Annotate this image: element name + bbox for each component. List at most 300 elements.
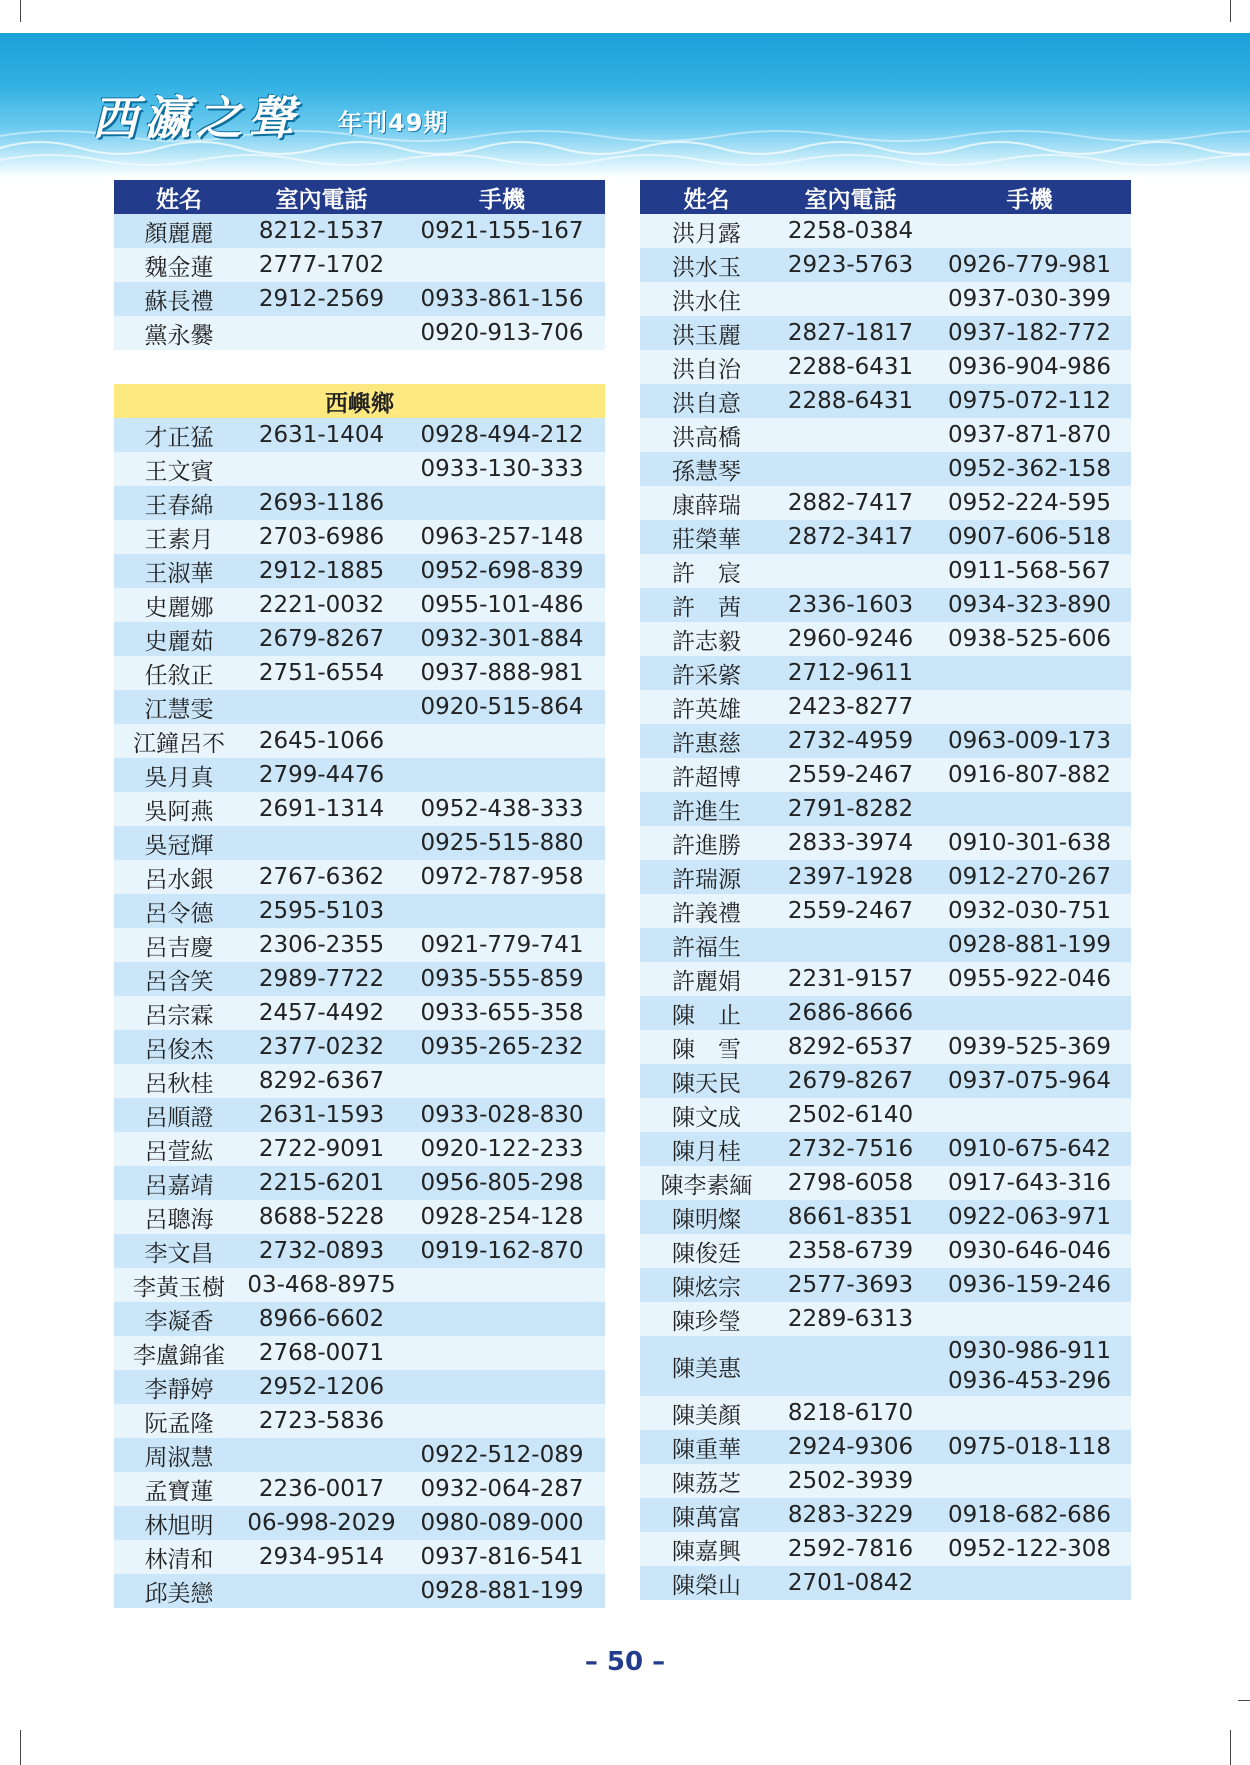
contact-name: 王素月 bbox=[114, 520, 244, 554]
home-phone bbox=[244, 1438, 399, 1472]
table-row bbox=[114, 1166, 605, 1200]
table-row bbox=[640, 316, 1131, 350]
table-row bbox=[114, 1200, 605, 1234]
home-phone: 2833-3974 bbox=[773, 826, 928, 860]
contact-name: 洪水玉 bbox=[640, 248, 773, 282]
table-row bbox=[640, 894, 1131, 928]
contact-name: 吳阿燕 bbox=[114, 792, 244, 826]
table-row bbox=[114, 1540, 605, 1574]
home-phone: 2336-1603 bbox=[773, 588, 928, 622]
mobile-phone bbox=[399, 1336, 605, 1370]
table-row bbox=[114, 1404, 605, 1438]
contact-name: 許志毅 bbox=[640, 622, 773, 656]
contact-name: 阮孟隆 bbox=[114, 1404, 244, 1438]
mobile-phone bbox=[399, 758, 605, 792]
table-row bbox=[640, 1098, 1131, 1132]
contact-name: 呂令德 bbox=[114, 894, 244, 928]
mobile-phone: 0937-182-772 bbox=[928, 316, 1131, 350]
contact-name: 陳珍瑩 bbox=[640, 1302, 773, 1336]
contact-name: 陳荔芝 bbox=[640, 1464, 773, 1498]
contact-name: 康薛瑞 bbox=[640, 486, 773, 520]
home-phone: 8212-1537 bbox=[244, 214, 399, 248]
contact-name: 洪自治 bbox=[640, 350, 773, 384]
mobile-phone: 0937-816-541 bbox=[399, 1540, 605, 1574]
directory-table-right bbox=[640, 180, 1131, 1600]
home-phone: 2377-0232 bbox=[244, 1030, 399, 1064]
home-phone: 2777-1702 bbox=[244, 248, 399, 282]
home-phone: 8661-8351 bbox=[773, 1200, 928, 1234]
mobile-phone: 0933-028-830 bbox=[399, 1098, 605, 1132]
table-row bbox=[640, 690, 1131, 724]
home-phone: 2231-9157 bbox=[773, 962, 928, 996]
table-row bbox=[114, 1030, 605, 1064]
home-phone: 2798-6058 bbox=[773, 1166, 928, 1200]
home-phone: 8292-6367 bbox=[244, 1064, 399, 1098]
home-phone bbox=[773, 928, 928, 962]
mobile-phone: 0952-362-158 bbox=[928, 452, 1131, 486]
table-row bbox=[114, 1132, 605, 1166]
mobile-phone: 0937-871-870 bbox=[928, 418, 1131, 452]
contact-name: 陳美惠 bbox=[640, 1336, 773, 1396]
table-row bbox=[114, 1506, 605, 1540]
contact-name: 蘇長禮 bbox=[114, 282, 244, 316]
mobile-phone bbox=[399, 1370, 605, 1404]
table-row bbox=[114, 282, 605, 316]
table-row bbox=[114, 1574, 605, 1608]
mobile-phone bbox=[928, 1336, 1131, 1396]
table-row bbox=[114, 554, 605, 588]
mobile-phone: 0932-064-287 bbox=[399, 1472, 605, 1506]
contact-name: 顏麗麗 bbox=[114, 214, 244, 248]
home-phone bbox=[244, 1574, 399, 1608]
contact-name: 陳美顏 bbox=[640, 1396, 773, 1430]
table-row bbox=[640, 1268, 1131, 1302]
home-phone: 06-998-2029 bbox=[244, 1506, 399, 1540]
table-row bbox=[640, 1464, 1131, 1498]
mobile-phone bbox=[399, 486, 605, 520]
crop-mark bbox=[20, 0, 21, 22]
home-phone: 2912-2569 bbox=[244, 282, 399, 316]
home-phone: 2723-5836 bbox=[244, 1404, 399, 1438]
contact-name: 呂萱紘 bbox=[114, 1132, 244, 1166]
mobile-phone: 0956-805-298 bbox=[399, 1166, 605, 1200]
mobile-phone: 0920-122-233 bbox=[399, 1132, 605, 1166]
home-phone: 2767-6362 bbox=[244, 860, 399, 894]
table-row bbox=[640, 996, 1131, 1030]
home-phone: 2502-6140 bbox=[773, 1098, 928, 1132]
table-row bbox=[114, 588, 605, 622]
contact-name: 史麗娜 bbox=[114, 588, 244, 622]
home-phone: 2882-7417 bbox=[773, 486, 928, 520]
table-row bbox=[114, 758, 605, 792]
table-row bbox=[640, 758, 1131, 792]
table-row bbox=[640, 1166, 1131, 1200]
home-phone: 2924-9306 bbox=[773, 1430, 928, 1464]
home-phone bbox=[773, 554, 928, 588]
table-row bbox=[114, 248, 605, 282]
mobile-phone bbox=[928, 792, 1131, 826]
mobile-phone: 0921-155-167 bbox=[399, 214, 605, 248]
contact-name: 許惠慈 bbox=[640, 724, 773, 758]
home-phone: 2306-2355 bbox=[244, 928, 399, 962]
table-row bbox=[114, 1234, 605, 1268]
contact-name: 許采綮 bbox=[640, 656, 773, 690]
contact-name: 陳炫宗 bbox=[640, 1268, 773, 1302]
home-phone bbox=[244, 452, 399, 486]
home-phone: 2732-7516 bbox=[773, 1132, 928, 1166]
mobile-phone: 0916-807-882 bbox=[928, 758, 1131, 792]
home-phone: 2923-5763 bbox=[773, 248, 928, 282]
table-row bbox=[640, 248, 1131, 282]
column-header-mobile: 手機 bbox=[399, 180, 605, 214]
table-row bbox=[114, 656, 605, 690]
page-number: – 50 – bbox=[584, 1647, 666, 1677]
contact-name: 邱美戀 bbox=[114, 1574, 244, 1608]
mobile-phone: 0920-913-706 bbox=[399, 316, 605, 350]
home-phone: 2288-6431 bbox=[773, 384, 928, 418]
contact-name: 許 茜 bbox=[640, 588, 773, 622]
contact-name: 許進勝 bbox=[640, 826, 773, 860]
contact-name: 呂含笑 bbox=[114, 962, 244, 996]
mobile-phone: 0952-122-308 bbox=[928, 1532, 1131, 1566]
issue-label: 年刊49期 bbox=[338, 109, 449, 137]
mobile-phone: 0928-494-212 bbox=[399, 418, 605, 452]
contact-name: 魏金蓮 bbox=[114, 248, 244, 282]
mobile-phone: 0937-075-964 bbox=[928, 1064, 1131, 1098]
table-row bbox=[640, 962, 1131, 996]
contact-name: 呂水銀 bbox=[114, 860, 244, 894]
table-row bbox=[640, 1302, 1131, 1336]
table-row bbox=[640, 452, 1131, 486]
mobile-phone: 0922-512-089 bbox=[399, 1438, 605, 1472]
home-phone: 2397-1928 bbox=[773, 860, 928, 894]
table-row bbox=[640, 1532, 1131, 1566]
mobile-phone: 0933-861-156 bbox=[399, 282, 605, 316]
table-row bbox=[114, 996, 605, 1030]
column-header-name: 姓名 bbox=[114, 180, 244, 214]
home-phone: 2592-7816 bbox=[773, 1532, 928, 1566]
mobile-phone: 0975-018-118 bbox=[928, 1430, 1131, 1464]
table-row bbox=[114, 1268, 605, 1302]
contact-name: 陳 止 bbox=[640, 996, 773, 1030]
mobile-phone: 0925-515-880 bbox=[399, 826, 605, 860]
mobile-phone: 0907-606-518 bbox=[928, 520, 1131, 554]
home-phone: 2912-1885 bbox=[244, 554, 399, 588]
mobile-phone: 0922-063-971 bbox=[928, 1200, 1131, 1234]
mobile-phone: 0936-159-246 bbox=[928, 1268, 1131, 1302]
table-row bbox=[640, 1064, 1131, 1098]
home-phone: 2768-0071 bbox=[244, 1336, 399, 1370]
table-row bbox=[114, 1064, 605, 1098]
mobile-phone: 0952-224-595 bbox=[928, 486, 1131, 520]
contact-name: 江慧雯 bbox=[114, 690, 244, 724]
home-phone: 2358-6739 bbox=[773, 1234, 928, 1268]
home-phone bbox=[773, 1336, 928, 1396]
contact-name: 許進生 bbox=[640, 792, 773, 826]
contact-name: 洪高橋 bbox=[640, 418, 773, 452]
contact-name: 莊榮華 bbox=[640, 520, 773, 554]
mobile-phone bbox=[399, 894, 605, 928]
mobile-phone: 0910-301-638 bbox=[928, 826, 1131, 860]
home-phone: 2799-4476 bbox=[244, 758, 399, 792]
mobile-phone: 0933-655-358 bbox=[399, 996, 605, 1030]
mobile-phone: 0932-301-884 bbox=[399, 622, 605, 656]
home-phone: 8292-6537 bbox=[773, 1030, 928, 1064]
table-row bbox=[640, 724, 1131, 758]
mobile-phone: 0972-787-958 bbox=[399, 860, 605, 894]
home-phone bbox=[773, 282, 928, 316]
table-row bbox=[114, 1302, 605, 1336]
table-row bbox=[640, 1200, 1131, 1234]
mobile-phone bbox=[928, 1302, 1131, 1336]
contact-name: 洪水住 bbox=[640, 282, 773, 316]
mobile-phone: 0980-089-000 bbox=[399, 1506, 605, 1540]
mobile-phone: 0926-779-981 bbox=[928, 248, 1131, 282]
table-row bbox=[114, 860, 605, 894]
section-header-row bbox=[114, 384, 605, 418]
table-row bbox=[640, 860, 1131, 894]
table-row bbox=[114, 316, 605, 350]
mobile-phone bbox=[928, 1396, 1131, 1430]
contact-name: 陳榮山 bbox=[640, 1566, 773, 1600]
table-header-row bbox=[640, 180, 1131, 214]
contact-name: 王文賓 bbox=[114, 452, 244, 486]
home-phone: 8688-5228 bbox=[244, 1200, 399, 1234]
table-row bbox=[114, 894, 605, 928]
spacer-row bbox=[114, 350, 605, 384]
table-row bbox=[114, 1336, 605, 1370]
crop-mark bbox=[20, 1730, 21, 1765]
contact-name: 孟寶蓮 bbox=[114, 1472, 244, 1506]
mobile-phone bbox=[928, 656, 1131, 690]
contact-name: 許英雄 bbox=[640, 690, 773, 724]
table-row bbox=[114, 418, 605, 452]
mobile-phone: 0955-922-046 bbox=[928, 962, 1131, 996]
home-phone: 2693-1186 bbox=[244, 486, 399, 520]
contact-name: 陳明燦 bbox=[640, 1200, 773, 1234]
contact-name: 李文昌 bbox=[114, 1234, 244, 1268]
home-phone: 2423-8277 bbox=[773, 690, 928, 724]
home-phone: 2679-8267 bbox=[773, 1064, 928, 1098]
home-phone bbox=[244, 690, 399, 724]
home-phone: 2691-1314 bbox=[244, 792, 399, 826]
home-phone: 2934-9514 bbox=[244, 1540, 399, 1574]
mobile-phone: 0932-030-751 bbox=[928, 894, 1131, 928]
home-phone: 2872-3417 bbox=[773, 520, 928, 554]
mobile-phone: 0939-525-369 bbox=[928, 1030, 1131, 1064]
home-phone bbox=[244, 316, 399, 350]
mobile-phone: 0935-265-232 bbox=[399, 1030, 605, 1064]
mobile-phone: 0937-030-399 bbox=[928, 282, 1131, 316]
mobile-phone bbox=[928, 214, 1131, 248]
home-phone: 8218-6170 bbox=[773, 1396, 928, 1430]
home-phone bbox=[244, 826, 399, 860]
table-row bbox=[640, 1498, 1131, 1532]
home-phone: 2645-1066 bbox=[244, 724, 399, 758]
home-phone: 2960-9246 bbox=[773, 622, 928, 656]
contact-name: 陳萬富 bbox=[640, 1498, 773, 1532]
mobile-phone: 0975-072-112 bbox=[928, 384, 1131, 418]
table-row bbox=[114, 792, 605, 826]
table-row bbox=[114, 826, 605, 860]
home-phone: 2722-9091 bbox=[244, 1132, 399, 1166]
mobile-phone: 0921-779-741 bbox=[399, 928, 605, 962]
home-phone: 2288-6431 bbox=[773, 350, 928, 384]
mobile-phone: 0911-568-567 bbox=[928, 554, 1131, 588]
table-row bbox=[114, 214, 605, 248]
table-row bbox=[114, 520, 605, 554]
table-row bbox=[114, 1370, 605, 1404]
mobile-phone: 0955-101-486 bbox=[399, 588, 605, 622]
mobile-phone bbox=[399, 1064, 605, 1098]
mobile-phone: 0936-904-986 bbox=[928, 350, 1131, 384]
mobile-phone bbox=[399, 1268, 605, 1302]
table-row bbox=[640, 588, 1131, 622]
contact-name: 陳李素緬 bbox=[640, 1166, 773, 1200]
table-row bbox=[640, 1566, 1131, 1600]
table-row bbox=[640, 384, 1131, 418]
contact-name: 李盧錦雀 bbox=[114, 1336, 244, 1370]
table-row bbox=[640, 282, 1131, 316]
home-phone: 2258-0384 bbox=[773, 214, 928, 248]
contact-name: 王淑華 bbox=[114, 554, 244, 588]
column-header-mobile: 手機 bbox=[928, 180, 1131, 214]
home-phone: 2989-7722 bbox=[244, 962, 399, 996]
contact-name: 許瑞源 bbox=[640, 860, 773, 894]
column-header-home: 室內電話 bbox=[773, 180, 928, 214]
contact-name: 李靜婷 bbox=[114, 1370, 244, 1404]
home-phone: 8966-6602 bbox=[244, 1302, 399, 1336]
home-phone: 2751-6554 bbox=[244, 656, 399, 690]
mobile-phone: 0918-682-686 bbox=[928, 1498, 1131, 1532]
contact-name: 周淑慧 bbox=[114, 1438, 244, 1472]
table-row bbox=[640, 1336, 1131, 1396]
table-row bbox=[640, 928, 1131, 962]
home-phone: 2289-6313 bbox=[773, 1302, 928, 1336]
home-phone: 2559-2467 bbox=[773, 758, 928, 792]
mobile-phone: 0930-646-046 bbox=[928, 1234, 1131, 1268]
mobile-phone bbox=[399, 248, 605, 282]
table-row bbox=[114, 1438, 605, 1472]
mobile-phone: 0933-130-333 bbox=[399, 452, 605, 486]
table-row bbox=[640, 792, 1131, 826]
contact-name: 吳月真 bbox=[114, 758, 244, 792]
contact-name: 陳月桂 bbox=[640, 1132, 773, 1166]
contact-name: 許麗娟 bbox=[640, 962, 773, 996]
table-row bbox=[114, 690, 605, 724]
contact-name: 許超博 bbox=[640, 758, 773, 792]
directory-table-left bbox=[114, 180, 605, 1608]
mobile-phone: 0928-254-128 bbox=[399, 1200, 605, 1234]
crop-mark bbox=[1230, 0, 1231, 22]
table-row bbox=[640, 1234, 1131, 1268]
mobile-phone-line: 0930-986-911 bbox=[948, 1338, 1111, 1364]
mobile-phone bbox=[928, 1566, 1131, 1600]
contact-name: 孫慧琴 bbox=[640, 452, 773, 486]
contact-name: 洪玉麗 bbox=[640, 316, 773, 350]
mobile-phone: 0938-525-606 bbox=[928, 622, 1131, 656]
mobile-phone: 0934-323-890 bbox=[928, 588, 1131, 622]
contact-name: 陳 雪 bbox=[640, 1030, 773, 1064]
mobile-phone: 0917-643-316 bbox=[928, 1166, 1131, 1200]
contact-name: 陳嘉興 bbox=[640, 1532, 773, 1566]
mobile-phone: 0920-515-864 bbox=[399, 690, 605, 724]
home-phone: 2221-0032 bbox=[244, 588, 399, 622]
table-row bbox=[114, 928, 605, 962]
table-row bbox=[640, 826, 1131, 860]
contact-name: 呂嘉靖 bbox=[114, 1166, 244, 1200]
table-row bbox=[640, 486, 1131, 520]
column-header-name: 姓名 bbox=[640, 180, 773, 214]
mobile-phone: 0912-270-267 bbox=[928, 860, 1131, 894]
table-row bbox=[640, 1396, 1131, 1430]
home-phone: 2732-0893 bbox=[244, 1234, 399, 1268]
contact-name: 洪自意 bbox=[640, 384, 773, 418]
mobile-phone: 0928-881-199 bbox=[928, 928, 1131, 962]
home-phone: 03-468-8975 bbox=[244, 1268, 399, 1302]
table-row bbox=[640, 418, 1131, 452]
contact-name: 呂宗霖 bbox=[114, 996, 244, 1030]
table-row bbox=[114, 1472, 605, 1506]
contact-name: 才正猛 bbox=[114, 418, 244, 452]
mobile-phone: 0963-009-173 bbox=[928, 724, 1131, 758]
home-phone bbox=[773, 418, 928, 452]
home-phone: 2701-0842 bbox=[773, 1566, 928, 1600]
table-row bbox=[114, 724, 605, 758]
contact-name: 許 宸 bbox=[640, 554, 773, 588]
table-row bbox=[114, 622, 605, 656]
home-phone: 2502-3939 bbox=[773, 1464, 928, 1498]
mobile-phone-line: 0936-453-296 bbox=[948, 1368, 1111, 1394]
contact-name: 呂順證 bbox=[114, 1098, 244, 1132]
table-row bbox=[640, 350, 1131, 384]
contact-name: 許義禮 bbox=[640, 894, 773, 928]
mobile-phone bbox=[399, 724, 605, 758]
home-phone: 2712-9611 bbox=[773, 656, 928, 690]
home-phone: 2559-2467 bbox=[773, 894, 928, 928]
contact-name: 許福生 bbox=[640, 928, 773, 962]
mobile-phone bbox=[928, 996, 1131, 1030]
mobile-phone: 0963-257-148 bbox=[399, 520, 605, 554]
section-title: 西嶼鄉 bbox=[114, 384, 605, 418]
contact-name: 陳俊廷 bbox=[640, 1234, 773, 1268]
mobile-phone bbox=[399, 1404, 605, 1438]
contact-name: 呂俊杰 bbox=[114, 1030, 244, 1064]
home-phone: 2791-8282 bbox=[773, 792, 928, 826]
home-phone: 2703-6986 bbox=[244, 520, 399, 554]
home-phone: 2952-1206 bbox=[244, 1370, 399, 1404]
home-phone: 2595-5103 bbox=[244, 894, 399, 928]
home-phone: 8283-3229 bbox=[773, 1498, 928, 1532]
table-row bbox=[640, 656, 1131, 690]
contact-name: 江鐘呂不 bbox=[114, 724, 244, 758]
contact-name: 陳重華 bbox=[640, 1430, 773, 1464]
home-phone: 2631-1593 bbox=[244, 1098, 399, 1132]
mobile-phone: 0919-162-870 bbox=[399, 1234, 605, 1268]
home-phone: 2631-1404 bbox=[244, 418, 399, 452]
home-phone: 2686-8666 bbox=[773, 996, 928, 1030]
mobile-phone: 0952-698-839 bbox=[399, 554, 605, 588]
home-phone: 2732-4959 bbox=[773, 724, 928, 758]
table-row bbox=[114, 452, 605, 486]
column-header-home: 室內電話 bbox=[244, 180, 399, 214]
home-phone: 2577-3693 bbox=[773, 1268, 928, 1302]
table-row bbox=[640, 1132, 1131, 1166]
crop-mark bbox=[1238, 1700, 1250, 1701]
table-row bbox=[640, 1030, 1131, 1064]
home-phone: 2215-6201 bbox=[244, 1166, 399, 1200]
contact-name: 任敘正 bbox=[114, 656, 244, 690]
